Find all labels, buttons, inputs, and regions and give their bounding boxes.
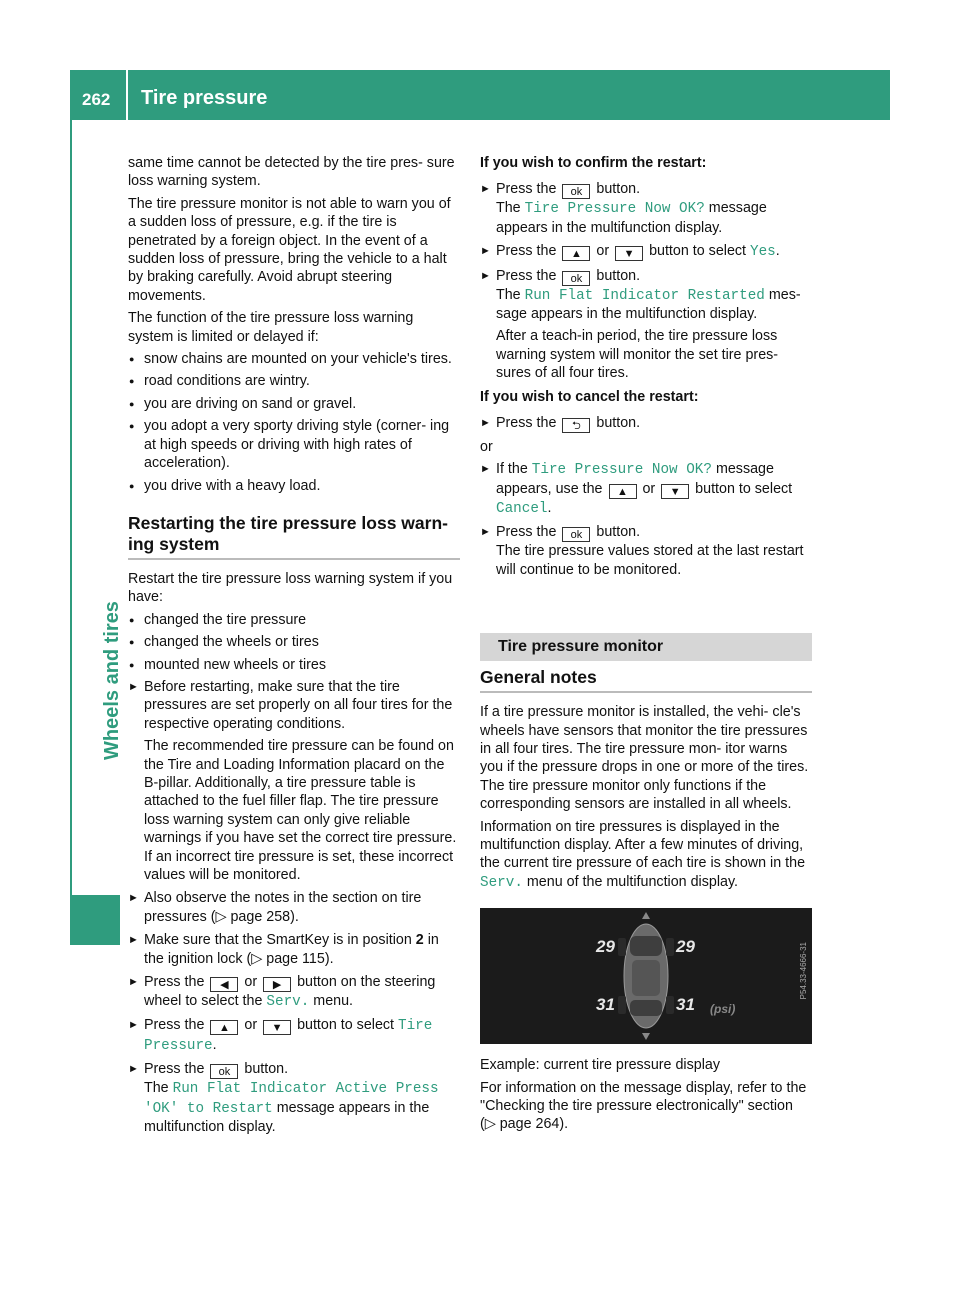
up-key-icon: ▲ (562, 246, 590, 261)
subheading: If you wish to cancel the restart: (480, 388, 699, 405)
instruction-step: ► Press the ok button. The Run Flat Indicator Active Press 'OK' to Restart message appears in the multifunction display. (128, 1061, 439, 1136)
list-item: ● you are driving on sand or gravel. (128, 395, 460, 413)
menu-name: Serv. (480, 874, 523, 891)
step-arrow-icon: ► (480, 183, 491, 196)
instruction-step: ► Press the ok button. The tire pressure values stored at the last restart will continue to be monitored. (480, 523, 812, 579)
paragraph: Restart the tire pressure loss warning system if you have: (128, 570, 453, 606)
ok-key-icon: ok (562, 527, 590, 542)
instruction-step: ► Also observe the notes in the section on tire pressures (▷ page 258). (128, 890, 422, 925)
tire-pressure-rear-right: 31 (676, 995, 695, 1015)
step-note: The recommended tire pressure can be found on the Tire and Loading Information placard on the B-pillar. Additionally, a tire pressure table is attached to the fuel filler flap. The tire pressure loss warning system can only give reliable warnings if you have set the correct tire pressure. If an incorrect tire pressure is set, these incorrect values will be monitored. (144, 738, 457, 883)
car-top-view-icon (480, 908, 812, 1044)
menu-option: Yes (750, 244, 776, 261)
instruction-step: ► Press the ▲ or ▼ button to select Yes. (480, 243, 780, 261)
instruction-step: ► Press the ⮌ button. (480, 415, 641, 433)
tire-pressure-display-image (480, 908, 812, 1044)
instruction-step: ► Press the ok button. The Run Flat Indicator Restarted mes- sage appears in the multifunction display. After a teach-in period, the tire pressure loss warning system will monitor the set tire pres- sures of all four tires. (480, 267, 812, 383)
section-banner: Tire pressure monitor (480, 633, 812, 661)
page-title: Tire pressure (141, 87, 268, 109)
display-message: Run Flat Indicator Active Press 'OK' to Restart (144, 1081, 439, 1117)
step-arrow-icon: ► (128, 976, 139, 989)
step-arrow-icon: ► (480, 463, 491, 476)
step-arrow-icon: ► (128, 1019, 139, 1032)
instruction-step: ► If the Tire Pressure Now OK? message appears, use the ▲ or ▼ button to select Cancel. (480, 461, 793, 517)
subheading: If you wish to confirm the restart: (480, 155, 707, 171)
menu-item: Tire Pressure (144, 1018, 433, 1054)
instruction-step: ► Make sure that the SmartKey is in position 2 in the ignition lock (▷ page 115). (128, 932, 439, 967)
ok-key-icon: ok (562, 271, 590, 286)
paragraph: The function of the tire pressure loss warning system is limited or delayed if: (128, 310, 414, 345)
up-key-icon: ▲ (210, 1020, 238, 1035)
display-message: Tire Pressure Now OK? (531, 462, 712, 479)
step-arrow-icon: ► (480, 269, 491, 282)
down-key-icon: ▼ (263, 1020, 291, 1035)
paragraph: Information on tire pressures is displayed in the multifunction display. After a few minutes of driving, the current tire pressure of each tire is shown in the Serv. menu of the multifunction display. (480, 818, 806, 891)
ok-key-icon: ok (562, 184, 590, 199)
step-note: The tire pressure values stored at the last restart will continue to be monitored. (496, 543, 804, 578)
paragraph: For information on the message display, refer to the "Checking the tire pressure electronically" section (▷ page 264). (480, 1079, 807, 1133)
image-caption: Example: current tire pressure display (480, 1057, 720, 1074)
list-item: ● changed the wheels or tires (128, 633, 460, 651)
down-key-icon: ▼ (615, 246, 643, 261)
list-item: ● snow chains are mounted on your vehicle's tires. (128, 350, 460, 368)
list-item: ● you adopt a very sporty driving style (corner- ing at high speeds or driving with high rates of acceleration). (128, 417, 460, 472)
section-heading: Restarting the tire pressure loss warn- ing system (128, 513, 460, 560)
instruction-step: ► Before restarting, make sure that the tire pressures are set properly on all four tires for the respective operating conditions. The recommended tire pressure can be found on the Tire and Loading Information placard on the B-pillar. Additionally, a tire pressure table is attached to the fuel filler flap. The tire pressure loss warning system can only give reliable warnings if you have set the correct tire pressure. If an incorrect tire pressure is set, these incorrect values will be monitored. (128, 678, 460, 884)
instruction-step: ► Press the ▲ or ▼ button to select Tire Pressure. (128, 1017, 433, 1054)
tire-pressure-front-left: 29 (596, 937, 615, 957)
right-arrow-key-icon: ▶ (263, 977, 291, 992)
step-arrow-icon: ► (128, 892, 139, 905)
step-arrow-icon: ► (480, 526, 491, 539)
paragraph: The tire pressure monitor is not able to warn you of a sudden loss of pressure, e.g. if the tire is penetrated by a foreign object. In the event of a sudden loss of pressure, bring the vehicle to a halt by braking carefully. Avoid abrupt steering movements. (128, 195, 451, 304)
step-arrow-icon: ► (128, 934, 139, 947)
side-tab (70, 895, 120, 945)
list-item: ● mounted new wheels or tires (128, 656, 460, 674)
right-column (480, 154, 812, 1138)
step-arrow-icon: ► (128, 680, 139, 693)
pressure-unit: (psi) (710, 1002, 736, 1017)
display-message: Tire Pressure Now OK? (524, 201, 705, 218)
left-column (128, 154, 460, 1141)
list-item: ● changed the tire pressure (128, 611, 460, 629)
step-note: After a teach-in period, the tire pressure loss warning system will monitor the set tire pres- sures of all four tires. (496, 328, 779, 382)
menu-name: Serv. (266, 994, 310, 1011)
tire-pressure-rear-left: 31 (596, 995, 615, 1015)
list-item: ● road conditions are wintry. (128, 372, 460, 390)
menu-option: Cancel (496, 500, 548, 517)
page-number: 262 (82, 90, 111, 109)
list-item: ● you drive with a heavy load. (128, 477, 460, 495)
step-arrow-icon: ► (480, 417, 491, 430)
side-rule (70, 120, 72, 895)
instruction-step: ► Press the ◀ or ▶ button on the steering wheel to select the Serv. menu. (128, 974, 436, 1011)
step-arrow-icon: ► (128, 1063, 139, 1076)
tire-pressure-front-right: 29 (676, 937, 695, 957)
down-key-icon: ▼ (661, 484, 689, 499)
ok-key-icon: ok (210, 1064, 238, 1079)
paragraph: If a tire pressure monitor is installed, the vehi- cle's wheels have sensors that monitor the tire pressures in all four tires. The tire pressure mon- itor warns you if the pressure drops in one or more of the tires. The tire pressure monitor only functions if the corresponding sensors are installed in all wheels. (480, 704, 809, 813)
paragraph: same time cannot be detected by the tire pres- sure loss warning system. (128, 155, 455, 190)
section-heading: General notes (480, 667, 812, 693)
back-key-icon: ⮌ (562, 418, 590, 433)
up-key-icon: ▲ (609, 484, 637, 499)
step-arrow-icon: ► (480, 245, 491, 258)
header-divider (126, 70, 128, 120)
left-arrow-key-icon: ◀ (210, 977, 238, 992)
display-message: Run Flat Indicator Restarted (524, 287, 765, 304)
instruction-step: ► Press the ok button. The Tire Pressure Now OK? message appears in the multifunction display. (480, 181, 767, 236)
paragraph: or (480, 439, 493, 456)
image-code: P54.33-4666-31 (799, 942, 808, 1000)
